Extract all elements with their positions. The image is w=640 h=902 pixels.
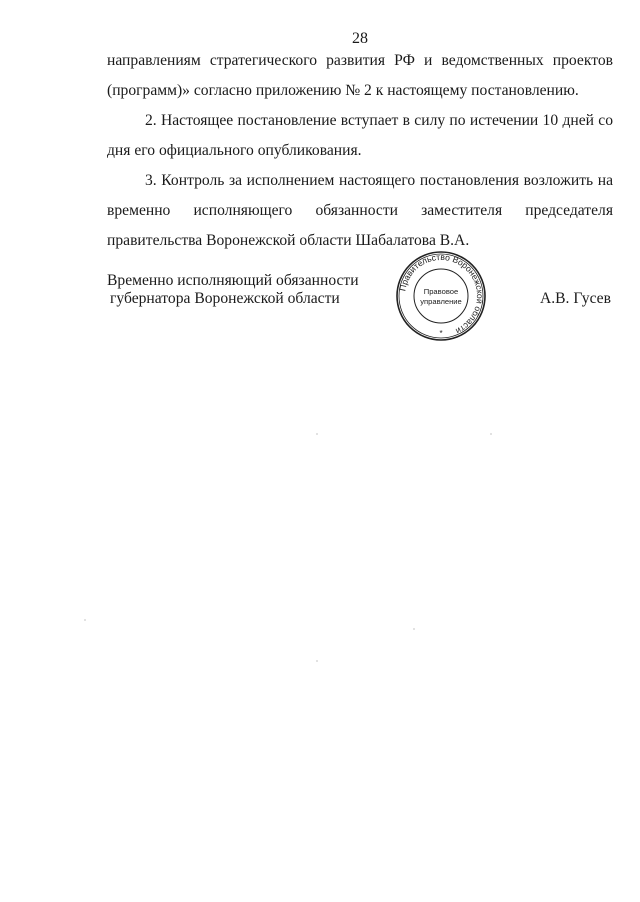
text-line: направлениям стратегического развития РФ и ведомственных проектов: [107, 52, 613, 69]
page-number: 28: [352, 30, 368, 47]
signature-position-line2: губернатора Воронежской области: [110, 290, 340, 307]
text-line: правительства Воронежской области Шабалатова В.А.: [107, 232, 470, 249]
text-line: 3. Контроль за исполнением настоящего постановления возложить на: [145, 172, 613, 189]
scan-speck: [84, 619, 86, 621]
scan-speck: [413, 628, 415, 630]
text-line: (программ)» согласно приложению № 2 к настоящему постановлению.: [107, 82, 579, 99]
paragraph-2: [107, 106, 613, 166]
stamp-seal-icon: [395, 250, 487, 342]
stamp-inner-line1: Правовое: [423, 287, 459, 296]
stamp-outer-text: Правительство Воронежской области: [397, 251, 486, 337]
scan-speck: [490, 433, 492, 435]
paragraph-3: [107, 166, 613, 256]
stamp-star: *: [439, 329, 443, 338]
paragraph-1-continuation: [107, 46, 613, 106]
scan-speck: [316, 433, 318, 435]
text-line: дня его официального опубликования.: [107, 142, 362, 159]
official-stamp: [395, 250, 487, 342]
scan-speck: [316, 660, 318, 662]
signature-position-line1: Временно исполняющий обязанности: [107, 272, 359, 289]
stamp-inner-line2: управление: [420, 297, 462, 306]
signature-position: [107, 272, 359, 308]
text-line: 2. Настоящее постановление вступает в силу по истечении 10 дней со: [145, 112, 613, 129]
text-line: временно исполняющего обязанности заместителя председателя: [107, 202, 613, 219]
signer-name: А.В. Гусев: [540, 290, 611, 307]
document-body: [107, 46, 613, 256]
